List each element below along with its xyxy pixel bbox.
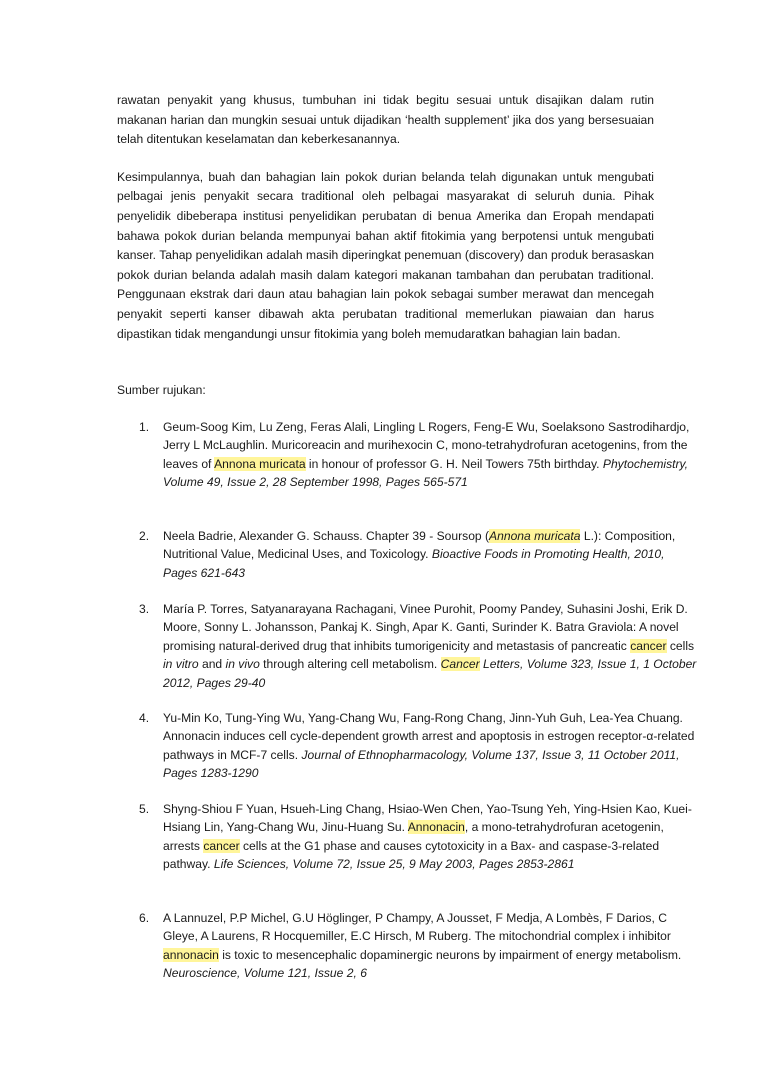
reference-number: 1. (139, 420, 150, 434)
highlighted-term: cancer (630, 638, 667, 653)
reference-item-1 (117, 418, 700, 492)
reference-text: L.): Composition, Nutritional Value, Medicinal Uses, and Toxicology. (163, 529, 676, 562)
reference-source: Neuroscience, Volume 121, Issue 2, 6 (163, 966, 367, 981)
reference-source: Journal of Ethnopharmacology, Volume 137, Issue 3, 11 October 2011, Pages 1283-1290 (163, 747, 680, 781)
reference-item-3 (117, 600, 700, 692)
paragraph-1: rawatan penyakit yang khusus, tumbuhan ini tidak begitu sesuai untuk disajikan dalam rutin makanan harian dan mungkin sesuai untuk dijadikan ‘health supplement’ jika dos yang bersesuaian telah ditentukan keselamatan dan keberkesanannya. (117, 93, 654, 147)
reference-text: Neela Badrie, Alexander G. Schauss. Chapter 39 - Soursop ( (163, 529, 490, 543)
reference-number: 3. (139, 602, 150, 616)
reference-text-italic: in vivo (225, 657, 260, 672)
reference-text: and (198, 657, 226, 672)
reference-item-2 (117, 527, 700, 582)
reference-item-5 (117, 800, 700, 874)
reference-item-6 (117, 909, 700, 983)
reference-text: , a mono-tetrahydrofuran acetogenin, arrests (163, 820, 664, 853)
reference-source: Letters, Volume 323, Issue 1, 1 October 2012, Pages 29-40 (163, 657, 697, 690)
reference-text-italic: in vitro (163, 657, 199, 672)
highlighted-term: Cancer (440, 657, 480, 672)
reference-item-4 (117, 709, 700, 783)
reference-text: Geum-Soog Kim, Lu Zeng, Feras Alali, Lingling L Rogers, Feng-E Wu, Soelaksono Sastrodihardjo, Jerry L McLaughlin. Muricoreacin and murihexocin C, mono-tetrahydrofuran acetogenins, from the leaves of (163, 420, 690, 471)
reference-text: A Lannuzel, P.P Michel, G.U Höglinger, P Champy, A Jousset, F Medja, A Lombès, F Darios, C Gleye, A Laurens, R Hocquemiller, E.C Hirsch, M Ruberg. The mitochondrial complex i inhibitor (163, 911, 671, 944)
reference-text: through altering cell metabolism. (259, 657, 441, 672)
highlighted-term: cancer (203, 838, 240, 853)
highlighted-term: annonacin (163, 947, 219, 962)
highlighted-term: Annona muricata (214, 456, 306, 471)
reference-text: María P. Torres, Satyanarayana Rachagani, Vinee Purohit, Poomy Pandey, Suhasini Joshi, Erik D. Moore, Sonny L. Johansson, Pankaj K. Singh, Apar K. Ganti, Surinder K. Batra Graviola: A novel promising natural-derived drug that inhibits tumorigenicity and metastasis of pancreatic (163, 602, 688, 653)
references-heading: Sumber rujukan: (117, 383, 206, 397)
reference-number: 6. (139, 911, 150, 925)
reference-source: Phytochemistry, Volume 49, Issue 2, 28 September 1998, Pages 565-571 (163, 456, 689, 490)
document-page (117, 91, 697, 981)
reference-number: 4. (139, 711, 150, 725)
reference-text: Yu-Min Ko, Tung-Ying Wu, Yang-Chang Wu, Fang-Rong Chang, Jinn-Yuh Guh, Lea-Yea Chuang. Annonacin induces cell cycle-dependent growth arrest and apoptosis in estrogen receptor-α-related pathways in MCF-7 cells. (163, 711, 695, 762)
reference-number: 5. (139, 802, 150, 816)
highlighted-term: Annona muricata (489, 529, 581, 543)
highlighted-term: Annonacin (407, 820, 465, 835)
reference-text: is toxic to mesencephalic dopaminergic neurons by impairment of energy metabolism. (218, 947, 682, 962)
reference-text: cells at the G1 phase and causes cytotoxicity in a Bax- and caspase-3-related pathway. (163, 838, 660, 872)
reference-source: Life Sciences, Volume 72, Issue 25, 9 May 2003, Pages 2853-2861 (213, 857, 575, 872)
reference-text: cells (666, 638, 695, 653)
paragraph-conclusion: Kesimpulannya, buah dan bahagian lain pokok durian belanda telah digunakan untuk mengubati pelbagai jenis penyakit secara traditional oleh pelbagai masyarakat di seluruh dunia. Pihak penyelidik dibeberapa institusi penyelidikan perubatan di benua Amerika dan Eropah mendapati bahawa pokok durian belanda mempunyai bahan aktif fitokimia yang berpotensi untuk mengubati kanser. Tahap penyelidikan adalah masih diperingkat penemuan (discovery) dan produk berasaskan pokok durian belanda adalah masih dalam kategori makanan tambahan dan perubatan traditional. Penggunaan ekstrak dari daun atau bahagian lain pokok sebagai sumber merawat dan mencegah penyakit seperti kanser dibawah akta perubatan traditional memerlukan piawaian dan harus dipastikan tidak mengandungi unsur fitokimia yang boleh memudaratkan bahagian lain badan. (117, 169, 654, 341)
reference-text: in honour of professor G. H. Neil Towers 75th birthday. (305, 456, 603, 471)
reference-number: 2. (139, 529, 150, 543)
reference-source: Bioactive Foods in Promoting Health, 2010, Pages 621-643 (163, 547, 665, 580)
reference-text: Shyng-Shiou F Yuan, Hsueh-Ling Chang, Hsiao-Wen Chen, Yao-Tsung Yeh, Ying-Hsien Kao, Kuei-Hsiang Lin, Yang-Chang Wu, Jinu-Huang Su. (163, 802, 692, 835)
